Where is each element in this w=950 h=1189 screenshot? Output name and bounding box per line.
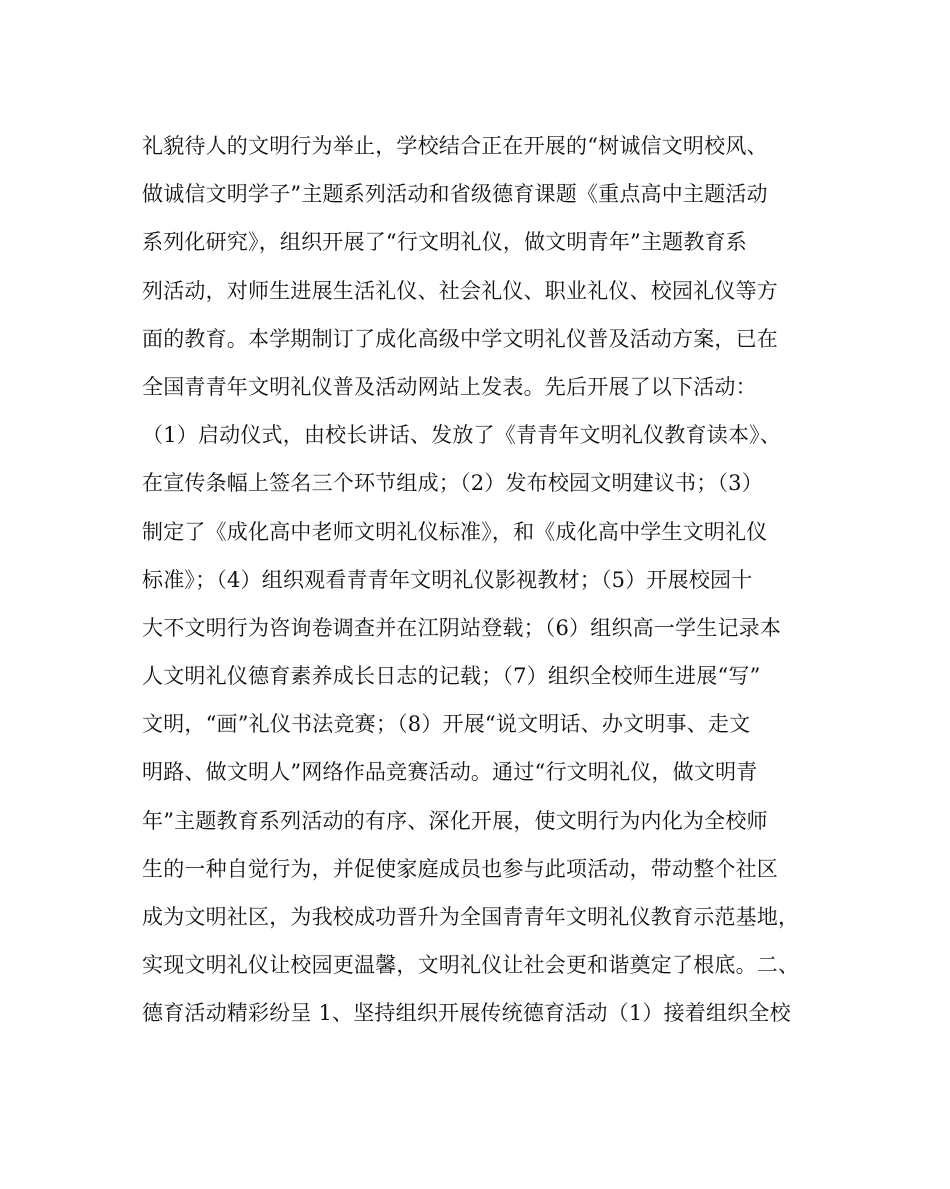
text-line: 实现文明礼仪让校园更温馨，文明礼仪让社会更和谐奠定了根底。二、 <box>142 953 800 978</box>
text-line: 列活动，对师生进展生活礼仪、社会礼仪、职业礼仪、校园礼仪等方 <box>142 278 778 303</box>
text-line: 生的一种自觉行为，并促使家庭成员也参与此项活动，带动整个社区 <box>142 856 778 881</box>
text-line: 在宣传条幅上签名三个环节组成；（2）发布校园文明建议书；（3） <box>142 471 763 496</box>
text-line: 年”主题教育系列活动的有序、深化开展，使文明行为内化为全校师 <box>142 808 768 833</box>
text-line: 人文明礼仪德育素养成长日志的记载；（7）组织全校师生进展“写” <box>142 664 761 689</box>
text-line: 明路、做文明人”网络作品竞赛活动。通过“行文明礼仪，做文明青 <box>142 760 758 785</box>
text-line: 做诚信文明学子”主题系列活动和省级德育课题《重点高中主题活动 <box>142 182 768 207</box>
text-line: 大不文明行为咨询卷调查并在江阴站登载；（6）组织高一学生记录本 <box>142 615 782 640</box>
text-line: 面的教育。本学期制订了成化高级中学文明礼仪普及活动方案，已在 <box>142 326 778 351</box>
text-line: （1）启动仪式，由校长讲话、发放了《青青年文明礼仪教育读本》、 <box>142 423 782 448</box>
text-line: 文明，“画”礼仪书法竞赛；（8）开展“说文明话、办文明事、走文 <box>142 712 751 737</box>
text-line: 礼貌待人的文明行为举止，学校结合正在开展的“树诚信文明校风、 <box>142 134 768 158</box>
text-line: 制定了《成化高中老师文明礼仪标准》，和《成化高中学生文明礼仪 <box>142 519 768 544</box>
text-line: 标准》；（4）组织观看青青年文明礼仪影视教材；（5）开展校园十 <box>142 567 753 592</box>
text-line: 全国青青年文明礼仪普及活动网站上发表。先后开展了以下活动： <box>142 374 757 399</box>
text-line: 系列化研究》，组织开展了“行文明礼仪，做文明青年”主题教育系 <box>142 230 747 255</box>
body-text <box>142 128 822 1044</box>
text-line: 成为文明社区，为我校成功晋升为全国青青年文明礼仪教育示范基地， <box>142 905 800 929</box>
text-line: 德育活动精彩纷呈 1、坚持组织开展传统德育活动（1）接着组织全校 <box>142 1001 791 1026</box>
